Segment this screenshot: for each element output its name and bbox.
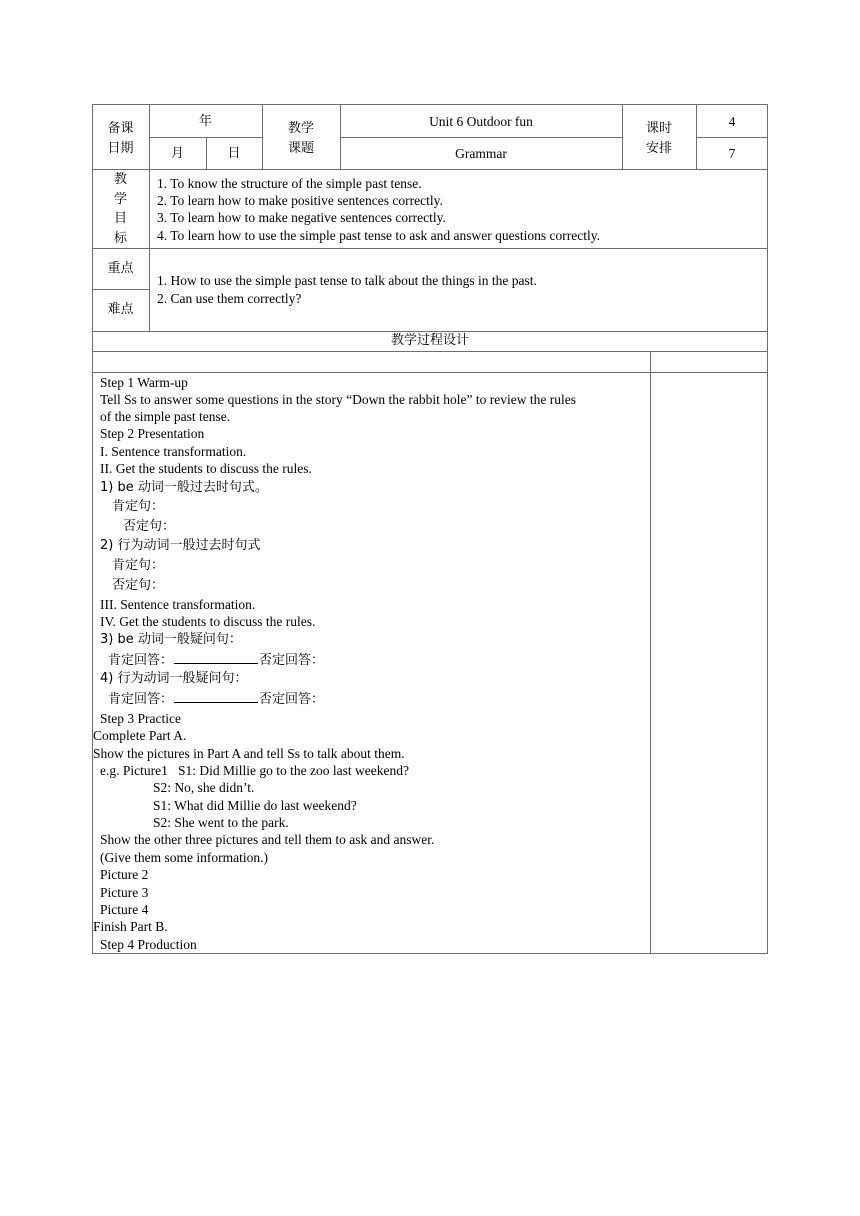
process-line: 3) be 动词一般疑问句： [100,632,242,647]
process-line: I. Sentence transformation. [100,444,247,459]
process-line: Step 4 Production [100,937,197,952]
process-line: Picture 3 [100,885,149,900]
difficult-point-label: 难点 [107,302,134,317]
process-line: 肯定句： [112,558,165,573]
process-line: Tell Ss to answer some questions in the story “Down the rabbit hole” to review the rules [100,392,576,407]
period-label: 课时 安排 [645,121,672,156]
answer-blank [174,651,258,664]
process-line: III. Sentence transformation. [100,597,256,612]
process-line: 4) 行为动词一般疑问句： [100,671,248,686]
process-line: Complete Part A. [93,728,187,743]
focus-item: 2. Can use them correctly? [157,291,302,306]
process-title: 教学过程设计 [390,333,469,348]
process-line: S2: No, she didn’t. [153,780,255,795]
key-point-label: 重点 [107,261,134,276]
process-line: 1) be 动词一般过去时句式。 [100,480,268,495]
unit-title: Unit 6 Outdoor fun [429,114,533,129]
process-line: Show the pictures in Part A and tell Ss to talk about them. [93,746,405,761]
process-line: Step 3 Practice [100,711,181,726]
lesson-type: Grammar [455,146,507,161]
process-line: 否定句： [123,519,176,534]
answer-blank [174,690,258,703]
process-line: Picture 2 [100,867,149,882]
day-label: 日 [227,146,241,161]
process-line: Show the other three pictures and tell them to ask and answer. [100,832,435,847]
objective-item: 1. To know the structure of the simple past tense. [157,176,422,191]
year-label: 年 [198,114,212,129]
focus-item: 1. How to use the simple past tense to talk about the things in the past. [157,273,537,288]
process-line: S2: She went to the park. [153,815,289,830]
answer-line: 肯定回答： 否定回答： [108,653,325,668]
process-line: 否定句： [112,578,165,593]
process-line: Step 1 Warm-up [100,375,188,390]
process-line: of the simple past tense. [100,409,231,424]
process-line: S1: What did Millie do last weekend? [153,798,357,813]
process-line: Step 2 Presentation [100,426,205,441]
process-line: (Give them some information.) [100,850,268,865]
objective-item: 2. To learn how to make positive sentences correctly. [157,193,443,208]
process-line: 肯定句： [112,499,165,514]
objectives-label: 教 学 目 标 [113,172,127,246]
process-line: Picture 4 [100,902,149,917]
answer-line: 肯定回答： 否定回答： [108,692,325,707]
process-line: IV. Get the students to discuss the rules. [100,614,316,629]
period-value-1: 4 [728,114,736,129]
objective-item: 3. To learn how to make negative sentences correctly. [157,210,446,225]
process-line: II. Get the students to discuss the rules. [100,461,312,476]
process-line: Finish Part B. [93,919,168,934]
month-label: 月 [170,146,184,161]
topic-label: 教学 课题 [287,121,314,156]
objective-item: 4. To learn how to use the simple past tense to ask and answer questions correctly. [157,228,600,243]
prep-date-label: 备课 日期 [107,121,134,156]
period-value-2: 7 [728,146,736,161]
process-line: e.g. Picture1 S1: Did Millie go to the zoo last weekend? [100,763,409,778]
process-line: 2) 行为动词一般过去时句式 [100,538,261,553]
